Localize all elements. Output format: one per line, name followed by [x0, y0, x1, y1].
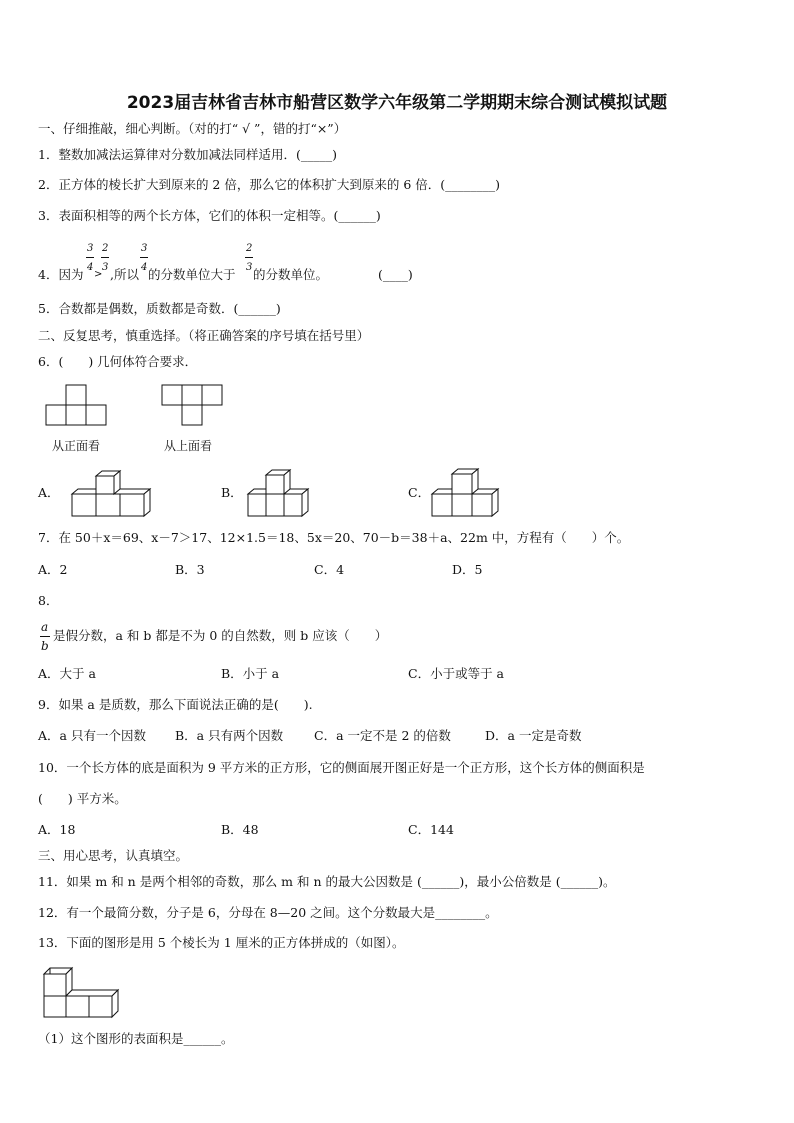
- question-13: 13．下面的图形是用 5 个棱长为 1 厘米的正方体拼成的（如图）。: [38, 935, 405, 950]
- question-12: 12．有一个最简分数，分子是 6，分母在 8—20 之间。这个分数最大是________。: [38, 905, 498, 920]
- page-title: 2023届吉林省吉林市船营区数学六年级第二学期期末综合测试模拟试题: [126, 93, 668, 113]
- q4-f1-line: [86, 257, 94, 258]
- q8-option-c: C．小于或等于 a: [408, 666, 504, 681]
- q4-operator: >: [94, 269, 103, 280]
- q8-frac-line: [40, 636, 50, 637]
- q8-frac-den: b: [41, 639, 49, 653]
- section-2-heading: 二、反复思考，慎重选择。（将正确答案的序号填在括号里）: [38, 328, 370, 343]
- q10-option-a: A．18: [38, 822, 76, 837]
- q4-f2-den: 3: [102, 262, 109, 273]
- q9-option-c: C．a 一定不是 2 的倍数: [314, 728, 451, 743]
- q8-option-b: B．小于 a: [221, 666, 280, 681]
- q8-frac-num: a: [41, 620, 49, 634]
- section-3-heading: 三、用心思考，认真填空。: [38, 848, 189, 863]
- q4-f4-den: 3: [246, 262, 253, 273]
- question-10-line-1: 10．一个长方体的底是面积为 9 平方米的正方形，它的侧面展开图正好是一个正方形，这个长方体的侧面积是: [38, 760, 645, 775]
- q6-option-b-label: B．: [221, 485, 243, 500]
- question-11: 11．如果 m 和 n 是两个相邻的奇数，那么 m 和 n 的最大公因数是 (______)，最小公倍数是 (______)。: [38, 874, 616, 889]
- q9-option-b: B．a 只有两个因数: [175, 728, 284, 743]
- q4-f2-line: [101, 257, 109, 258]
- section-1-heading: 一、仔细推敲，细心判断。（对的打“ √ ”，错的打“×”）: [38, 121, 347, 136]
- question-13-sub-1: （1）这个图形的表面积是______。: [38, 1031, 234, 1046]
- q4-f4-num: 2: [246, 243, 253, 254]
- top-view-label: 从上面看: [164, 439, 213, 453]
- q13-cube-figure: [40, 964, 122, 1020]
- q7-option-a: A．2: [38, 562, 68, 577]
- question-10-line-2: ( ) 平方米。: [38, 791, 127, 806]
- q6-option-c-label: C．: [408, 485, 431, 500]
- q9-option-a: A．a 只有一个因数: [38, 728, 146, 743]
- q9-option-d: D．a 一定是奇数: [485, 728, 582, 743]
- q4-f3-line: [140, 257, 148, 258]
- q4-suffix: 的分数单位。: [253, 267, 329, 282]
- front-view-diagram: [46, 384, 116, 428]
- q4-f3-num: 3: [141, 243, 148, 254]
- q8-option-a: A．大于 a: [38, 666, 96, 681]
- q6-option-a-label: A．: [38, 485, 60, 500]
- question-2: 2．正方体的棱长扩大到原来的 2 倍，那么它的体积扩大到原来的 6 倍．(________): [38, 177, 501, 192]
- q6-option-b-solid: [246, 466, 312, 518]
- question-9: 9．如果 a 是质数，那么下面说法正确的是( ).: [38, 697, 313, 712]
- q8-text: 是假分数，a 和 b 都是不为 0 的自然数，则 b 应该（ ）: [53, 628, 388, 643]
- question-8-number: 8．: [38, 593, 59, 608]
- q4-f1-den: 4: [87, 262, 94, 273]
- q4-f2-num: 2: [102, 243, 109, 254]
- question-7: 7．在 50＋x＝69、x－7＞17、12×1.5＝18、5x＝20、70－b＝38＋a、22m 中，方程有（ ）个。: [38, 530, 630, 545]
- q7-option-d: D．5: [452, 562, 483, 577]
- q4-prefix: 4．因为: [38, 267, 84, 282]
- top-view-diagram: [161, 384, 231, 428]
- q4-f4-line: [245, 257, 253, 258]
- q6-option-c-solid: [430, 466, 502, 518]
- question-5: 5．合数都是偶数，质数都是奇数．(______): [38, 301, 281, 316]
- question-6: 6．( ) 几何体符合要求．: [38, 354, 198, 369]
- q4-mid2: 的分数单位大于: [148, 267, 236, 282]
- q10-option-c: C．144: [408, 822, 454, 837]
- q4-f1-num: 3: [87, 243, 94, 254]
- q4-mid1: ,所以: [110, 267, 139, 282]
- front-view-label: 从正面看: [52, 439, 101, 453]
- q4-answer-blank: (____): [378, 267, 413, 282]
- q7-option-c: C．4: [314, 562, 345, 577]
- question-1: 1．整数加减法运算律对分数加减法同样适用．(_____): [38, 147, 337, 162]
- q7-option-b: B．3: [175, 562, 205, 577]
- question-3: 3．表面积相等的两个长方体，它们的体积一定相等。(______): [38, 208, 381, 223]
- q10-option-b: B．48: [221, 822, 259, 837]
- q4-f3-den: 4: [141, 262, 148, 273]
- q6-option-a-solid: [70, 470, 150, 518]
